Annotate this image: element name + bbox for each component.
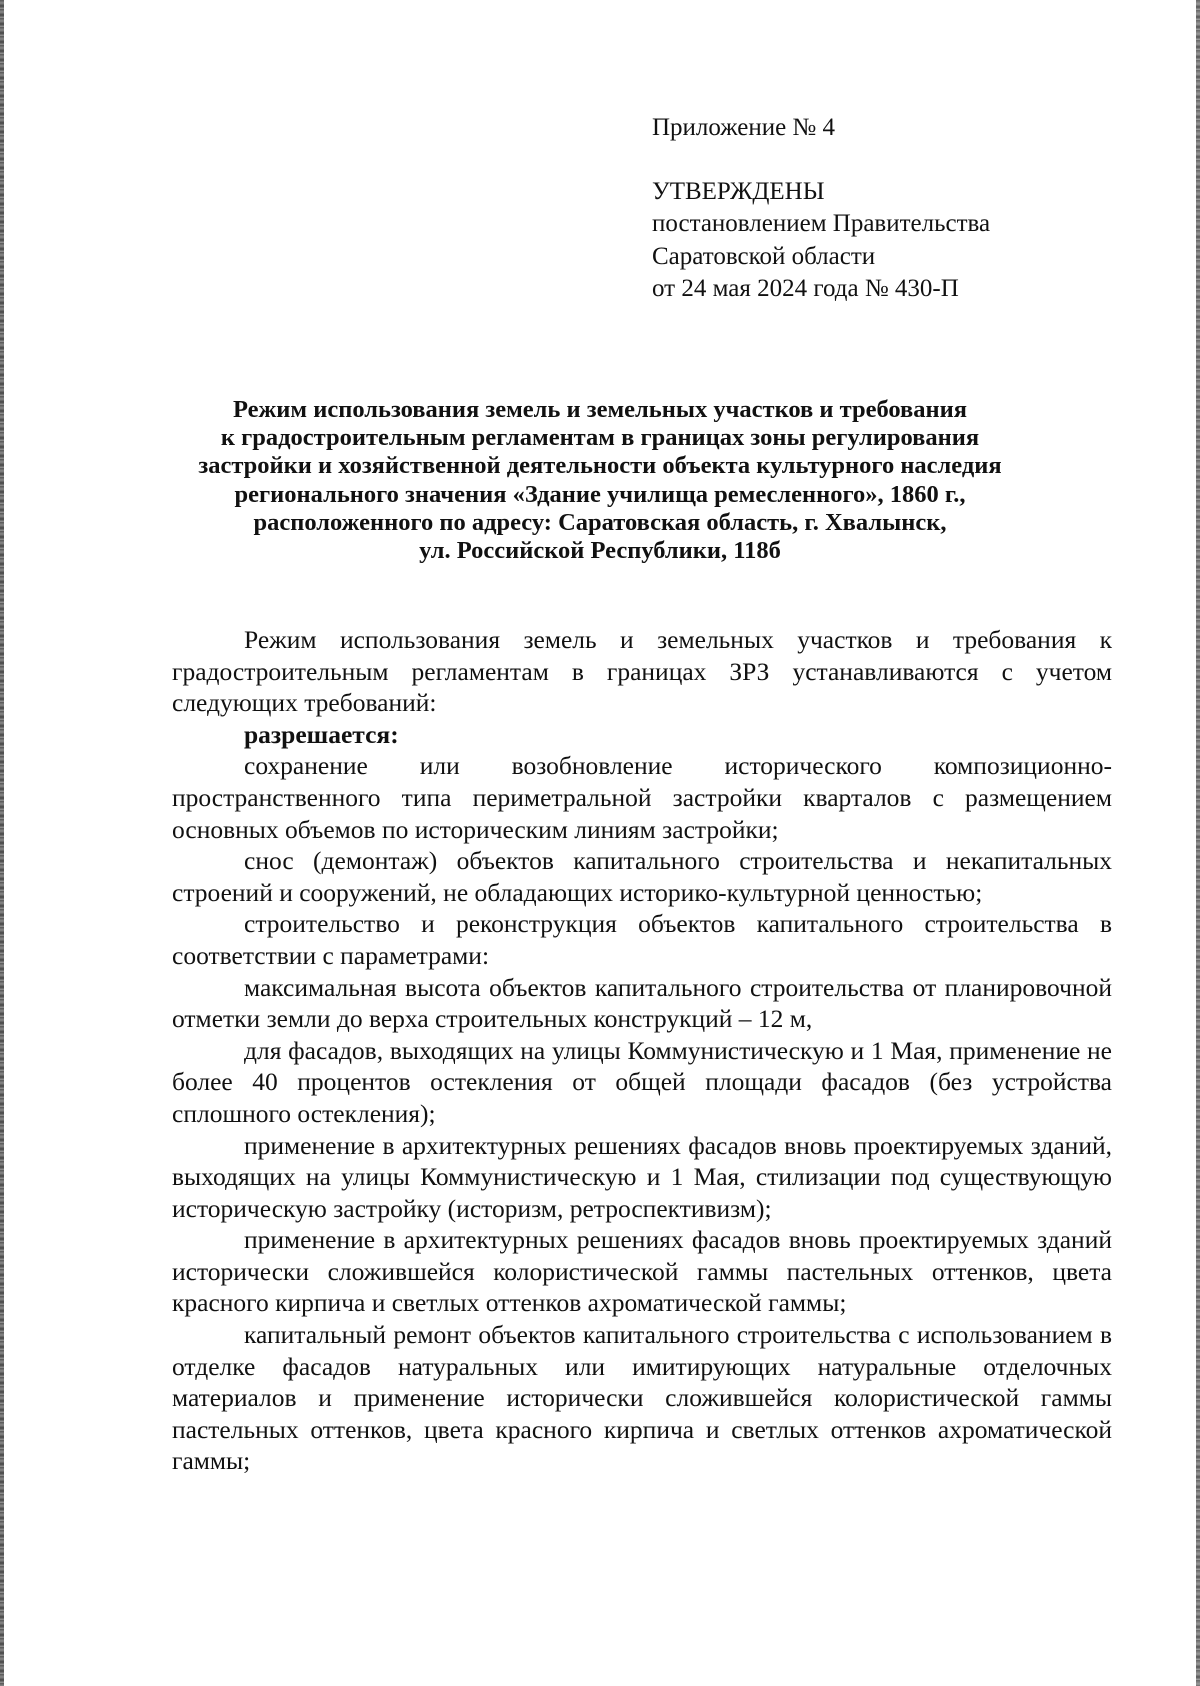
body-paragraph: капитальный ремонт объектов капитального строительства с использованием в отделке фасадов натуральных или имитирующих натуральные отделочных материалов и применение исторически сложившейся колористической гаммы пастельных оттенков, цвета красного кирпича и светлых оттенков ахроматической гаммы; xyxy=(172,1320,1112,1476)
annex-number: Приложение № 4 xyxy=(652,114,836,141)
allowed-heading: разрешается: xyxy=(244,719,399,749)
body-paragraph: для фасадов, выходящих на улицы Коммунистическую и 1 Мая, применение не более 40 процентов остекления от общей площади фасадов (без устройства сплошного остекления); xyxy=(172,1035,1112,1128)
body-paragraph: применение в архитектурных решениях фасадов вновь проектируемых зданий, выходящих на улицы Коммунистическую и 1 Мая, стилизации под существующую историческую застройку (историзм, ретроспективизм); xyxy=(172,1130,1112,1223)
title-line: Режим использования земель и земельных участков и требования xyxy=(233,396,967,423)
body-paragraph: сохранение или возобновление исторического композиционно-пространственного типа периметральной застройки кварталов с размещением основных объемов по историческим линиям застройки; xyxy=(172,751,1112,844)
body-paragraph: применение в архитектурных решениях фасадов вновь проектируемых зданий исторически сложившейся колористической гаммы пастельных оттенков, цвета красного кирпича и светлых оттенков ахроматической гаммы; xyxy=(172,1225,1112,1318)
body-paragraph: снос (демонтаж) объектов капитального строительства и некапитальных строений и сооружений, не обладающих историко-культурной ценностью; xyxy=(172,846,1112,907)
title-line: застройки и хозяйственной деятельности объекта культурного наследия xyxy=(198,452,1002,480)
body-paragraph: строительство и реконструкция объектов капитального строительства в соответствии с параметрами: xyxy=(172,909,1112,970)
intro-paragraph: Режим использования земель и земельных участков и требования к градостроительным регламентам в границах ЗРЗ устанавливаются с учетом следующих требований: xyxy=(172,625,1112,718)
title-line: расположенного по адресу: Саратовская область, г. Хвалынск, xyxy=(253,508,947,536)
title-line: к градостроительным регламентам в границах зоны регулирования xyxy=(220,424,980,452)
approved-label: УТВЕРЖДЕНЫ xyxy=(652,177,825,205)
approval-block xyxy=(652,112,1172,306)
document-body xyxy=(172,624,1112,1477)
document-title xyxy=(150,396,1050,565)
approved-by-line-1: постановлением Правительства xyxy=(652,210,991,237)
title-line: регионального значения «Здание училища ремесленного», 1860 г., xyxy=(234,480,966,508)
scan-edge-left xyxy=(0,0,4,1686)
scan-edge-right xyxy=(1196,0,1200,1686)
title-line: ул. Российской Республики, 118б xyxy=(419,537,781,565)
body-paragraph: максимальная высота объектов капитального строительства от планировочной отметки земли до верха строительных конструкций – 12 м, xyxy=(172,972,1112,1034)
approved-by-line-2: Саратовской области xyxy=(652,242,876,270)
approval-date-number: от 24 мая 2024 года № 430-П xyxy=(652,275,959,302)
